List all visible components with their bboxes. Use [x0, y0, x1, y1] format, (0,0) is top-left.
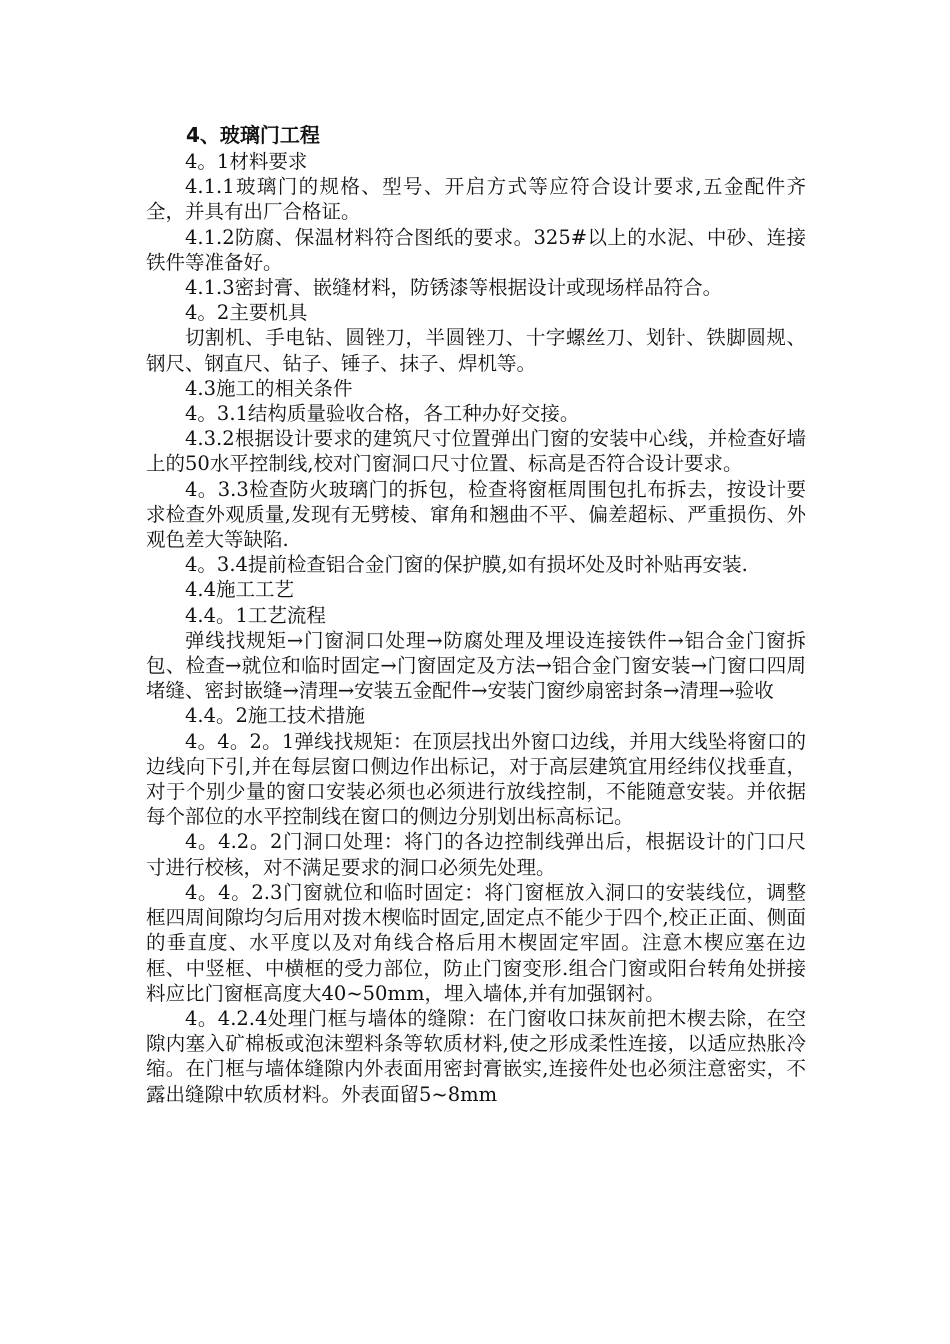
paragraph: 4。3.1结构质量验收合格，各工种办好交接。: [185, 402, 580, 426]
subsection-title: 4.4施工工艺: [185, 578, 295, 602]
paragraph: 4。4.2。2门洞口处理：将门的各边控制线弹出后，根据设计的门口尺寸进行校核，对不满足要求的洞口必须先处理。: [146, 830, 806, 879]
subsection-title: 4。2主要机具: [185, 301, 308, 325]
subsection-title: 4.4。2施工技术措施: [185, 704, 365, 728]
paragraph: 4。4.2.4处理门框与墙体的缝隙：在门窗收口抹灰前把木楔去除，在空隙内塞入矿棉板或泡沫塑料条等软质材料,使之形成柔性连接，以适应热胀冷缩。在门框与墙体缝隙内外表面用密封膏嵌实,连接件处也必须注意密实，不露出缝隙中软质材料。外表面留5~8mm: [146, 1006, 806, 1106]
process-flow-paragraph: 弹线找规矩→门窗洞口处理→防腐处理及埋设连接铁件→铝合金门窗拆包、检查→就位和临时固定→门窗固定及方法→铝合金门窗安装→门窗口四周堵缝、密封嵌缝→清理→安装五金配件→安装门窗纱扇密封条→清理→验收: [146, 628, 806, 703]
document-page: [146, 122, 806, 1107]
paragraph: 4.3.2根据设计要求的建筑尺寸位置弹出门窗的安装中心线，并检查好墙上的50水平控制线,校对门窗洞口尺寸位置、标高是否符合设计要求。: [146, 427, 806, 476]
paragraph: 4.1.1玻璃门的规格、型号、开启方式等应符合设计要求,五金配件齐全，并具有出厂合格证。: [146, 175, 806, 224]
paragraph: 4.1.3密封膏、嵌缝材料，防锈漆等根据设计或现场样品符合。: [185, 276, 723, 300]
paragraph: 4。4。2。1弹线找规矩：在顶层找出外窗口边线，并用大线坠将窗口的边线向下引,并在每层窗口侧边作出标记，对于高层建筑宜用经纬仪找垂直，对于个别少量的窗口安装必须也必须进行放线控制，不能随意安装。并依据每个部位的水平控制线在窗口的侧边分别划出标高标记。: [146, 729, 806, 829]
paragraph: 切割机、手电钻、圆锉刀，半圆锉刀、十字螺丝刀、划针、铁脚圆规、钢尺、钢直尺、钻子、锤子、抹子、焊机等。: [146, 326, 806, 375]
paragraph: 4。4。2.3门窗就位和临时固定：将门窗框放入洞口的安装线位，调整框四周间隙均匀后用对拨木楔临时固定,固定点不能少于四个,校正正面、侧面的垂直度、水平度以及对角线合格后用木楔固定牢固。注意木楔应塞在边框、中竖框、中横框的受力部位，防止门窗变形.组合门窗或阳台转角处拼接料应比门窗框高度大40~50mm，埋入墙体,并有加强钢衬。: [146, 880, 806, 1005]
subsection-title: 4.4。1工艺流程: [185, 603, 326, 627]
subsection-title: 4.3施工的相关条件: [185, 376, 353, 400]
section-heading: 4、玻璃门工程: [186, 123, 320, 147]
paragraph: 4。3.4提前检查铝合金门窗的保护膜,如有损坏处及时补贴再安装.: [185, 553, 748, 577]
subsection-title: 4。1材料要求: [185, 150, 308, 173]
paragraph: 4.1.2防腐、保温材料符合图纸的要求。325#以上的水泥、中砂、连接铁件等准备好。: [146, 225, 806, 274]
paragraph: 4。3.3检查防火玻璃门的拆包，检查将窗框周围包扎布拆去，按设计要求检查外观质量,发现有无劈棱、窜角和翘曲不平、偏差超标、严重损伤、外观色差大等缺陷.: [146, 477, 806, 552]
